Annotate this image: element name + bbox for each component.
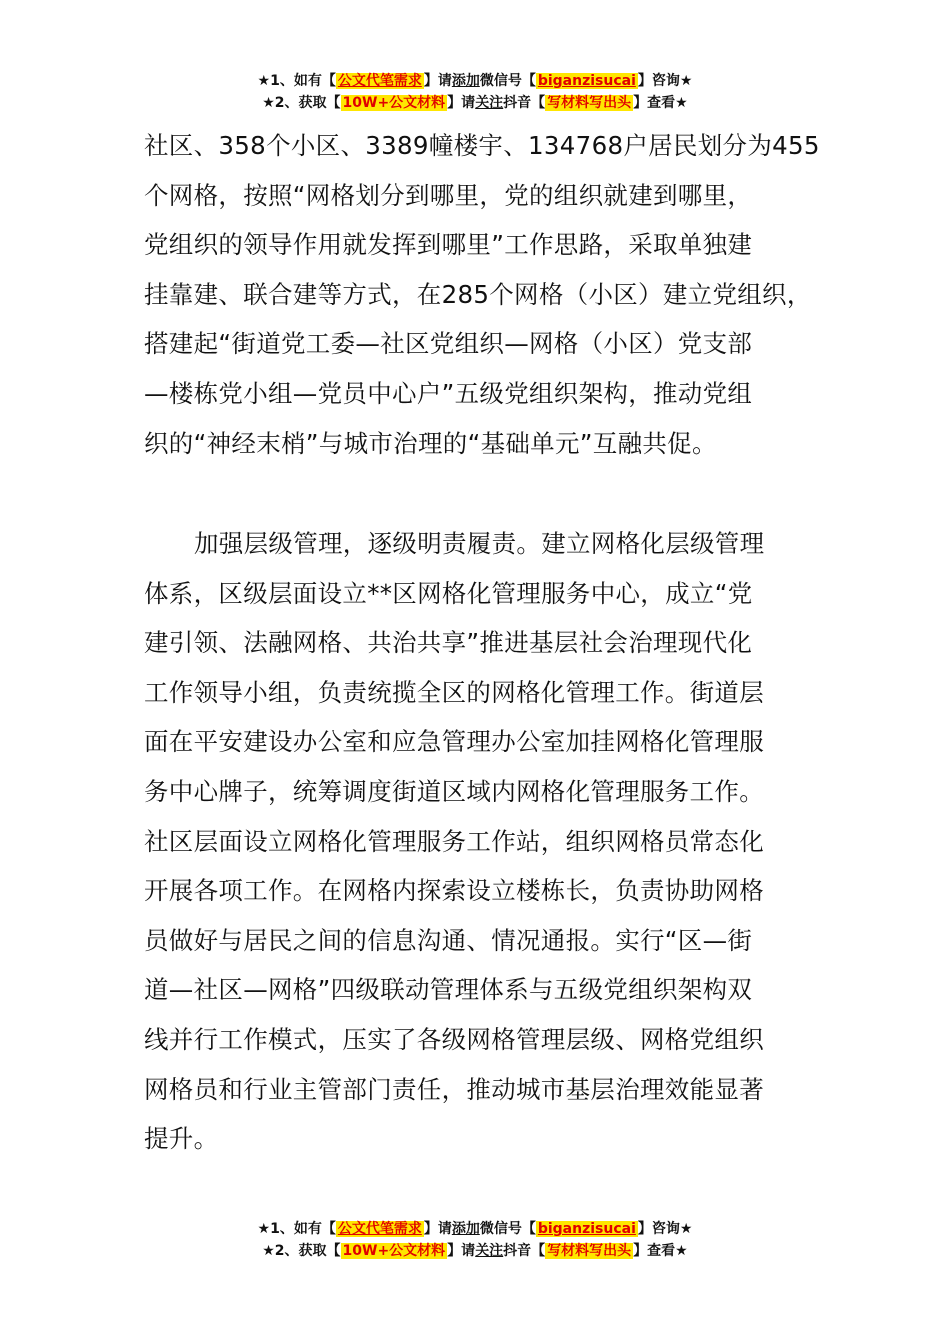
paragraph-hierarchical-management bbox=[144, 519, 834, 1164]
promo-line-2 bbox=[0, 1240, 950, 1262]
promo-line-1 bbox=[0, 1218, 950, 1240]
promo-text: 】咨询★ bbox=[637, 73, 693, 89]
promo-text: 】请 bbox=[423, 73, 452, 89]
paragraph-line: 务中心牌子，统筹调度街道区域内网格化管理服务工作。 bbox=[144, 776, 764, 806]
promo-text: 微信号【 bbox=[479, 1221, 536, 1237]
paragraph-line: 面在平安建设办公室和应急管理办公室加挂网格化管理服 bbox=[144, 727, 764, 757]
paragraph-line: 建引领、法融网格、共治共享”推进基层社会治理现代化 bbox=[144, 628, 753, 658]
paragraph-line: 道—社区—网格”四级联动管理体系与五级党组织架构双 bbox=[144, 975, 753, 1005]
promo-text: 】查看★ bbox=[633, 95, 688, 111]
promo-text: 】请 bbox=[447, 95, 476, 111]
promo-highlight: 10W+公文材料 bbox=[342, 1243, 446, 1259]
paragraph-line: 员做好与居民之间的信息沟通、情况通报。实行“区—街 bbox=[144, 925, 753, 955]
paragraph-line: 线并行工作模式，压实了各级网格管理层级、网格党组织 bbox=[144, 1024, 764, 1054]
promo-text: 】请 bbox=[447, 1243, 476, 1259]
paragraph-line: 社区层面设立网格化管理服务工作站，组织网格员常态化 bbox=[144, 826, 764, 856]
promo-text: ★1、如有【 bbox=[257, 1221, 336, 1237]
promo-text: 抖音【 bbox=[503, 95, 546, 111]
promo-text: ★2、获取【 bbox=[262, 1243, 341, 1259]
paragraph-line: 挂靠建、联合建等方式，在285个网格（小区）建立党组织， bbox=[144, 279, 812, 309]
promo-text: 】请 bbox=[423, 1221, 452, 1237]
promo-underlined-text: 添加 bbox=[451, 73, 480, 89]
paragraph-grid-party-organization bbox=[144, 121, 834, 468]
paragraph-line: 提升。 bbox=[144, 1124, 219, 1154]
paragraph-line: 个网格，按照“网格划分到哪里，党的组织就建到哪里， bbox=[144, 180, 753, 210]
promo-line-2 bbox=[0, 92, 950, 114]
paragraph-line-indented: 加强层级管理，逐级明责履责。建立网格化层级管理 bbox=[194, 529, 765, 558]
promo-text: ★1、如有【 bbox=[257, 73, 336, 89]
paragraph-line: 工作领导小组，负责统揽全区的网格化管理工作。街道层 bbox=[144, 677, 764, 707]
promo-underlined-text: 添加 bbox=[451, 1221, 480, 1237]
promo-highlight: 公文代笔需求 bbox=[337, 73, 422, 89]
paragraph-line: 织的“神经末梢”与城市治理的“基础单元”互融共促。 bbox=[144, 428, 717, 458]
promo-text: 】查看★ bbox=[633, 1243, 688, 1259]
paragraph-line: 网格员和行业主管部门责任，推动城市基层治理效能显著 bbox=[144, 1074, 764, 1104]
promo-text: 抖音【 bbox=[503, 1243, 546, 1259]
promo-underlined-text: 关注 bbox=[475, 95, 504, 111]
promo-text: 】咨询★ bbox=[637, 1221, 693, 1237]
douyin-account-highlight: 写材料写出头 bbox=[547, 95, 632, 111]
promo-text: ★2、获取【 bbox=[262, 95, 341, 111]
douyin-account-highlight: 写材料写出头 bbox=[547, 1243, 632, 1259]
paragraph-line: 体系，区级层面设立**区网格化管理服务中心，成立“党 bbox=[144, 578, 753, 608]
paragraph-line: 党组织的领导作用就发挥到哪里”工作思路，采取单独建 bbox=[144, 230, 753, 260]
promo-text: 微信号【 bbox=[479, 73, 536, 89]
paragraph-line: 开展各项工作。在网格内探索设立楼栋长，负责协助网格 bbox=[144, 876, 764, 906]
promo-highlight: 公文代笔需求 bbox=[337, 1221, 422, 1237]
header-promo-banner bbox=[0, 70, 950, 114]
footer-promo-banner bbox=[0, 1218, 950, 1262]
paragraph-line: 社区、358个小区、3389幢楼宇、134768户居民划分为455 bbox=[144, 131, 820, 160]
wechat-id-highlight: biganzisucai bbox=[537, 1221, 636, 1237]
paragraph-line: 搭建起“街道党工委—社区党组织—网格（小区）党支部 bbox=[144, 329, 753, 359]
promo-underlined-text: 关注 bbox=[475, 1243, 504, 1259]
promo-line-1 bbox=[0, 70, 950, 92]
promo-highlight: 10W+公文材料 bbox=[342, 95, 446, 111]
wechat-id-highlight: biganzisucai bbox=[537, 73, 636, 89]
paragraph-line: —楼栋党小组—党员中心户”五级党组织架构，推动党组 bbox=[144, 378, 753, 408]
